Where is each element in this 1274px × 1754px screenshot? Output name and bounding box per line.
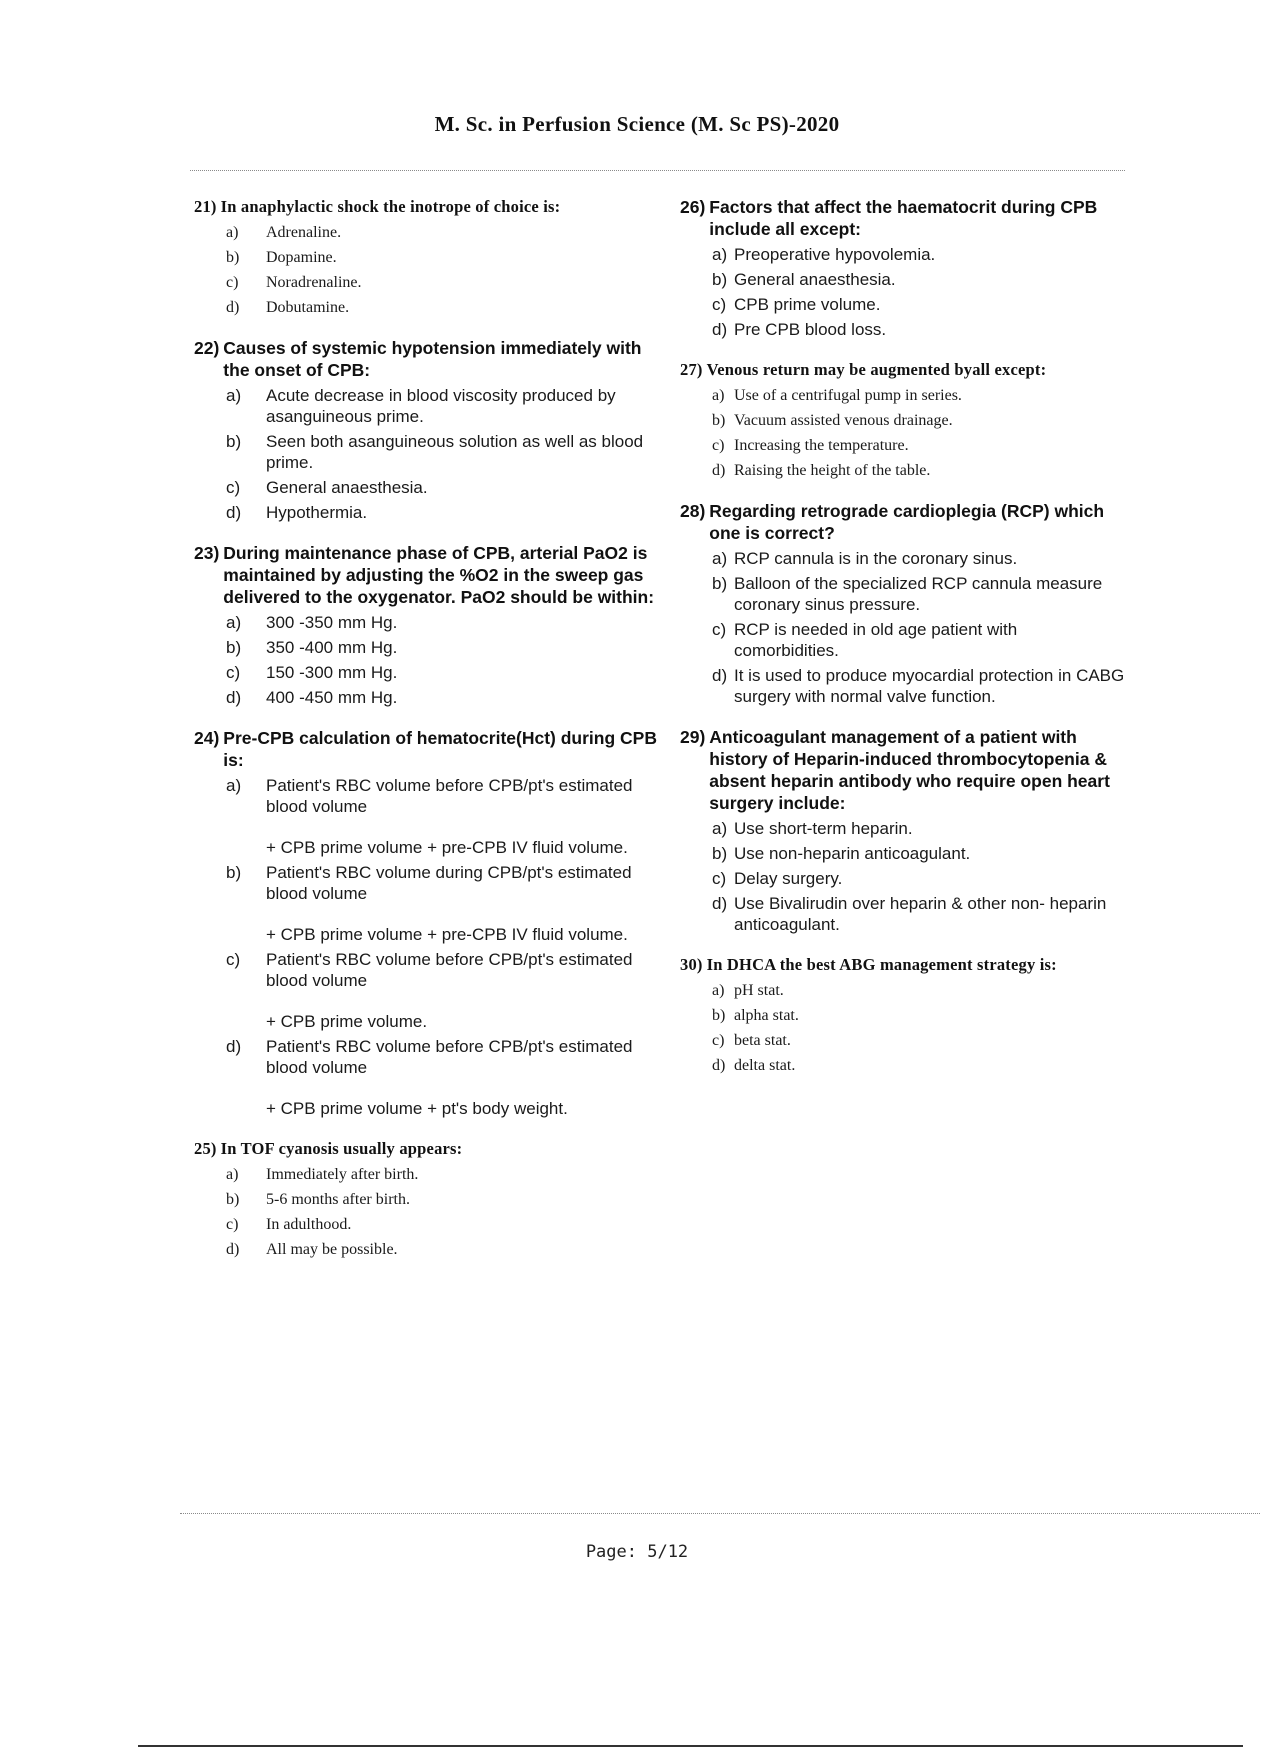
option-text <box>266 272 664 293</box>
question-number: 28) <box>680 501 706 521</box>
option-text <box>266 949 664 1032</box>
left-question-column <box>194 196 664 1279</box>
option-text <box>266 637 664 658</box>
option-text <box>734 868 1125 889</box>
option-text-main: All may be possible. <box>266 1241 398 1258</box>
page-title: M. Sc. in Perfusion Science (M. Sc PS)-2020 <box>434 112 840 136</box>
option-letter: d) <box>226 299 240 316</box>
option-letter: b) <box>712 412 726 429</box>
option-list <box>680 548 1125 707</box>
page-number: Page: 5/12 <box>585 1542 689 1562</box>
option-letter: b) <box>712 574 728 593</box>
option-letter: b) <box>226 638 242 657</box>
option-text-main: Use non-heparin anticoagulant. <box>734 844 971 863</box>
option-text-main: 400 -450 mm Hg. <box>266 688 398 707</box>
question-number: 30) <box>680 955 703 974</box>
answer-option <box>194 949 664 1032</box>
option-letter: b) <box>226 432 242 451</box>
option-letter: a) <box>226 613 242 632</box>
option-letter: b) <box>226 863 242 882</box>
option-text <box>734 460 1125 481</box>
answer-option <box>680 294 1125 315</box>
option-text-main: Seen both asanguineous solution as well as blood prime. <box>266 432 644 472</box>
answer-option <box>194 662 664 683</box>
answer-option <box>194 1164 664 1185</box>
answer-option <box>680 269 1125 290</box>
option-text <box>734 244 1125 265</box>
option-text <box>734 818 1125 839</box>
option-text-continuation: + CPB prime volume. <box>266 1012 428 1031</box>
option-text <box>734 893 1125 935</box>
answer-option <box>680 410 1125 431</box>
option-text-main: Use short-term heparin. <box>734 819 913 838</box>
option-text-main: pH stat. <box>734 982 784 999</box>
option-letter: d) <box>712 894 728 913</box>
question-text: Venous return may be augmented byall except: <box>706 360 1047 379</box>
option-text-main: Patient's RBC volume during CPB/pt's estimated blood volume <box>266 863 632 903</box>
question-number: 27) <box>680 360 703 379</box>
option-letter: c) <box>226 274 239 291</box>
answer-option <box>680 893 1125 935</box>
question-text: During maintenance phase of CPB, arterial PaO2 is maintained by adjusting the %O2 in the sweep gas delivered to the oxygenator. PaO2 should be within: <box>223 543 655 607</box>
answer-option <box>680 1055 1125 1076</box>
answer-option <box>680 868 1125 889</box>
option-list <box>194 612 664 708</box>
option-letter: c) <box>712 295 727 314</box>
answer-option <box>194 222 664 243</box>
option-text-main: Preoperative hypovolemia. <box>734 245 936 264</box>
question-item <box>194 337 664 523</box>
option-text <box>266 1164 664 1185</box>
option-letter: b) <box>226 1191 240 1208</box>
answer-option <box>680 548 1125 569</box>
answer-option <box>194 687 664 708</box>
option-letter: b) <box>712 1007 726 1024</box>
option-text-continuation: + CPB prime volume + pre-CPB IV fluid volume. <box>266 838 628 857</box>
option-text-main: Immediately after birth. <box>266 1166 419 1183</box>
question-stem <box>680 196 1125 240</box>
option-letter: d) <box>226 503 242 522</box>
option-text-main: delta stat. <box>734 1057 796 1074</box>
option-text <box>266 222 664 243</box>
option-text <box>734 410 1125 431</box>
option-letter: c) <box>712 437 725 454</box>
answer-option <box>194 637 664 658</box>
option-list <box>194 775 664 1119</box>
option-text-main: Delay surgery. <box>734 869 843 888</box>
option-text-main: Dopamine. <box>266 249 337 266</box>
answer-option <box>194 1214 664 1235</box>
question-item <box>680 726 1125 935</box>
option-list <box>194 1164 664 1260</box>
option-text <box>266 687 664 708</box>
question-text: In anaphylactic shock the inotrope of choice is: <box>220 197 561 216</box>
answer-option <box>194 385 664 427</box>
option-letter: a) <box>712 245 728 264</box>
option-text <box>734 294 1125 315</box>
option-text <box>734 980 1125 1001</box>
option-text-main: CPB prime volume. <box>734 295 881 314</box>
option-text-main: Raising the height of the table. <box>734 462 931 479</box>
option-text <box>734 1030 1125 1051</box>
option-letter: c) <box>712 620 727 639</box>
answer-option <box>194 1189 664 1210</box>
answer-option <box>680 980 1125 1001</box>
answer-option <box>194 1036 664 1119</box>
option-text-main: Patient's RBC volume before CPB/pt's estimated blood volume <box>266 1037 633 1077</box>
answer-option <box>680 1030 1125 1051</box>
answer-option <box>194 612 664 633</box>
option-text <box>734 843 1125 864</box>
option-text <box>266 431 664 473</box>
question-stem <box>194 196 664 218</box>
answer-option <box>194 1239 664 1260</box>
question-text: In TOF cyanosis usually appears: <box>220 1139 463 1158</box>
question-item <box>680 196 1125 340</box>
option-letter: a) <box>712 819 728 838</box>
question-item <box>194 542 664 708</box>
question-text: Causes of systemic hypotension immediately with the onset of CPB: <box>223 338 642 380</box>
question-number: 23) <box>194 543 220 563</box>
question-number: 29) <box>680 727 706 747</box>
option-text <box>734 269 1125 290</box>
option-list <box>680 244 1125 340</box>
answer-option <box>680 319 1125 340</box>
option-text-main: Use Bivalirudin over heparin & other non- heparin anticoagulant. <box>734 894 1107 934</box>
option-text <box>734 1005 1125 1026</box>
option-text-main: Pre CPB blood loss. <box>734 320 887 339</box>
question-item <box>680 359 1125 481</box>
option-text-main: alpha stat. <box>734 1007 799 1024</box>
question-stem <box>194 1138 664 1160</box>
option-letter: c) <box>226 478 241 497</box>
option-text-main: Balloon of the specialized RCP cannula measure coronary sinus pressure. <box>734 574 1103 614</box>
option-list <box>194 385 664 523</box>
option-text <box>266 612 664 633</box>
footer-divider <box>180 1513 1260 1514</box>
question-item <box>680 500 1125 707</box>
option-text <box>266 775 664 858</box>
question-number: 22) <box>194 338 220 358</box>
question-number: 21) <box>194 197 217 216</box>
option-text-main: RCP cannula is in the coronary sinus. <box>734 549 1018 568</box>
option-text-main: Hypothermia. <box>266 503 368 522</box>
answer-option <box>194 431 664 473</box>
option-letter: c) <box>712 1032 725 1049</box>
option-text-main: 150 -300 mm Hg. <box>266 663 398 682</box>
answer-option <box>194 477 664 498</box>
question-stem <box>680 500 1125 544</box>
answer-option <box>194 502 664 523</box>
option-text <box>734 385 1125 406</box>
question-number: 26) <box>680 197 706 217</box>
option-list <box>680 818 1125 935</box>
answer-option <box>680 244 1125 265</box>
option-text-continuation: + CPB prime volume + pre-CPB IV fluid volume. <box>266 925 628 944</box>
header-divider <box>190 170 1125 171</box>
option-text <box>734 1055 1125 1076</box>
option-letter: d) <box>712 1057 726 1074</box>
answer-option <box>194 272 664 293</box>
option-text <box>266 662 664 683</box>
answer-option <box>680 1005 1125 1026</box>
question-item <box>194 727 664 1119</box>
option-text-main: Patient's RBC volume before CPB/pt's estimated blood volume <box>266 776 633 816</box>
answer-option <box>194 297 664 318</box>
option-text <box>266 862 664 945</box>
option-letter: a) <box>226 224 239 241</box>
option-text-main: 300 -350 mm Hg. <box>266 613 398 632</box>
question-stem <box>194 727 664 771</box>
option-text-main: Noradrenaline. <box>266 274 362 291</box>
option-text <box>734 548 1125 569</box>
option-text-main: 350 -400 mm Hg. <box>266 638 398 657</box>
option-text-main: beta stat. <box>734 1032 791 1049</box>
option-letter: c) <box>226 663 241 682</box>
option-text <box>266 1036 664 1119</box>
option-text <box>734 573 1125 615</box>
option-letter: b) <box>712 270 728 289</box>
option-text-main: General anaesthesia. <box>734 270 896 289</box>
option-letter: d) <box>712 462 726 479</box>
option-text <box>266 1189 664 1210</box>
answer-option <box>680 573 1125 615</box>
question-text: Regarding retrograde cardioplegia (RCP) which one is correct? <box>709 501 1105 543</box>
answer-option <box>680 818 1125 839</box>
answer-option <box>194 862 664 945</box>
option-letter: a) <box>712 387 725 404</box>
option-text-main: Vacuum assisted venous drainage. <box>734 412 953 429</box>
question-item <box>194 196 664 318</box>
question-stem <box>194 337 664 381</box>
option-letter: a) <box>226 776 242 795</box>
option-list <box>680 385 1125 481</box>
option-text <box>266 297 664 318</box>
option-text-main: 5-6 months after birth. <box>266 1191 410 1208</box>
option-text-main: Use of a centrifugal pump in series. <box>734 387 962 404</box>
option-list <box>680 980 1125 1076</box>
option-letter: d) <box>712 666 728 685</box>
option-text <box>266 247 664 268</box>
option-list <box>194 222 664 318</box>
option-text-main: Adrenaline. <box>266 224 342 241</box>
question-number: 24) <box>194 728 220 748</box>
option-text-main: RCP is needed in old age patient with comorbidities. <box>734 620 1018 660</box>
option-letter: d) <box>226 1037 242 1056</box>
option-text-continuation: + CPB prime volume + pt's body weight. <box>266 1099 568 1118</box>
option-text <box>734 619 1125 661</box>
answer-option <box>680 385 1125 406</box>
option-text <box>266 1214 664 1235</box>
option-letter: a) <box>712 982 725 999</box>
option-letter: a) <box>712 549 728 568</box>
option-letter: c) <box>226 1216 239 1233</box>
answer-option <box>680 460 1125 481</box>
option-text <box>266 502 664 523</box>
option-text <box>734 665 1125 707</box>
question-text: Pre-CPB calculation of hematocrite(Hct) during CPB is: <box>223 728 657 770</box>
question-item <box>194 1138 664 1260</box>
option-text-main: Dobutamine. <box>266 299 350 316</box>
option-letter: c) <box>226 950 241 969</box>
answer-option <box>194 247 664 268</box>
option-letter: b) <box>712 844 728 863</box>
option-text <box>734 435 1125 456</box>
question-text: Factors that affect the haematocrit during CPB include all except: <box>709 197 1098 239</box>
option-text <box>266 477 664 498</box>
option-text-main: General anaesthesia. <box>266 478 428 497</box>
question-item <box>680 954 1125 1076</box>
right-question-column <box>680 196 1125 1095</box>
question-stem <box>680 954 1125 976</box>
answer-option <box>680 619 1125 661</box>
option-letter: a) <box>226 386 242 405</box>
option-letter: d) <box>226 1241 240 1258</box>
option-letter: d) <box>712 320 728 339</box>
answer-option <box>680 435 1125 456</box>
question-text: Anticoagulant management of a patient with history of Heparin-induced thrombocytopenia & absent heparin antibody who require open heart surgery include: <box>709 727 1110 813</box>
question-stem <box>680 726 1125 814</box>
option-text-main: Increasing the temperature. <box>734 437 909 454</box>
question-stem <box>680 359 1125 381</box>
answer-option <box>194 775 664 858</box>
question-number: 25) <box>194 1139 217 1158</box>
option-text <box>734 319 1125 340</box>
option-letter: d) <box>226 688 242 707</box>
page-bottom-line <box>138 1745 1243 1747</box>
question-stem <box>194 542 664 608</box>
option-text-main: Patient's RBC volume before CPB/pt's estimated blood volume <box>266 950 633 990</box>
option-text-main: In adulthood. <box>266 1216 352 1233</box>
option-text-main: It is used to produce myocardial protection in CABG surgery with normal valve function. <box>734 666 1125 706</box>
option-letter: b) <box>226 249 240 266</box>
option-letter: c) <box>712 869 727 888</box>
option-text <box>266 1239 664 1260</box>
option-letter: a) <box>226 1166 239 1183</box>
option-text-main: Acute decrease in blood viscosity produced by asanguineous prime. <box>266 386 616 426</box>
question-text: In DHCA the best ABG management strategy is: <box>706 955 1057 974</box>
option-text <box>266 385 664 427</box>
answer-option <box>680 843 1125 864</box>
answer-option <box>680 665 1125 707</box>
